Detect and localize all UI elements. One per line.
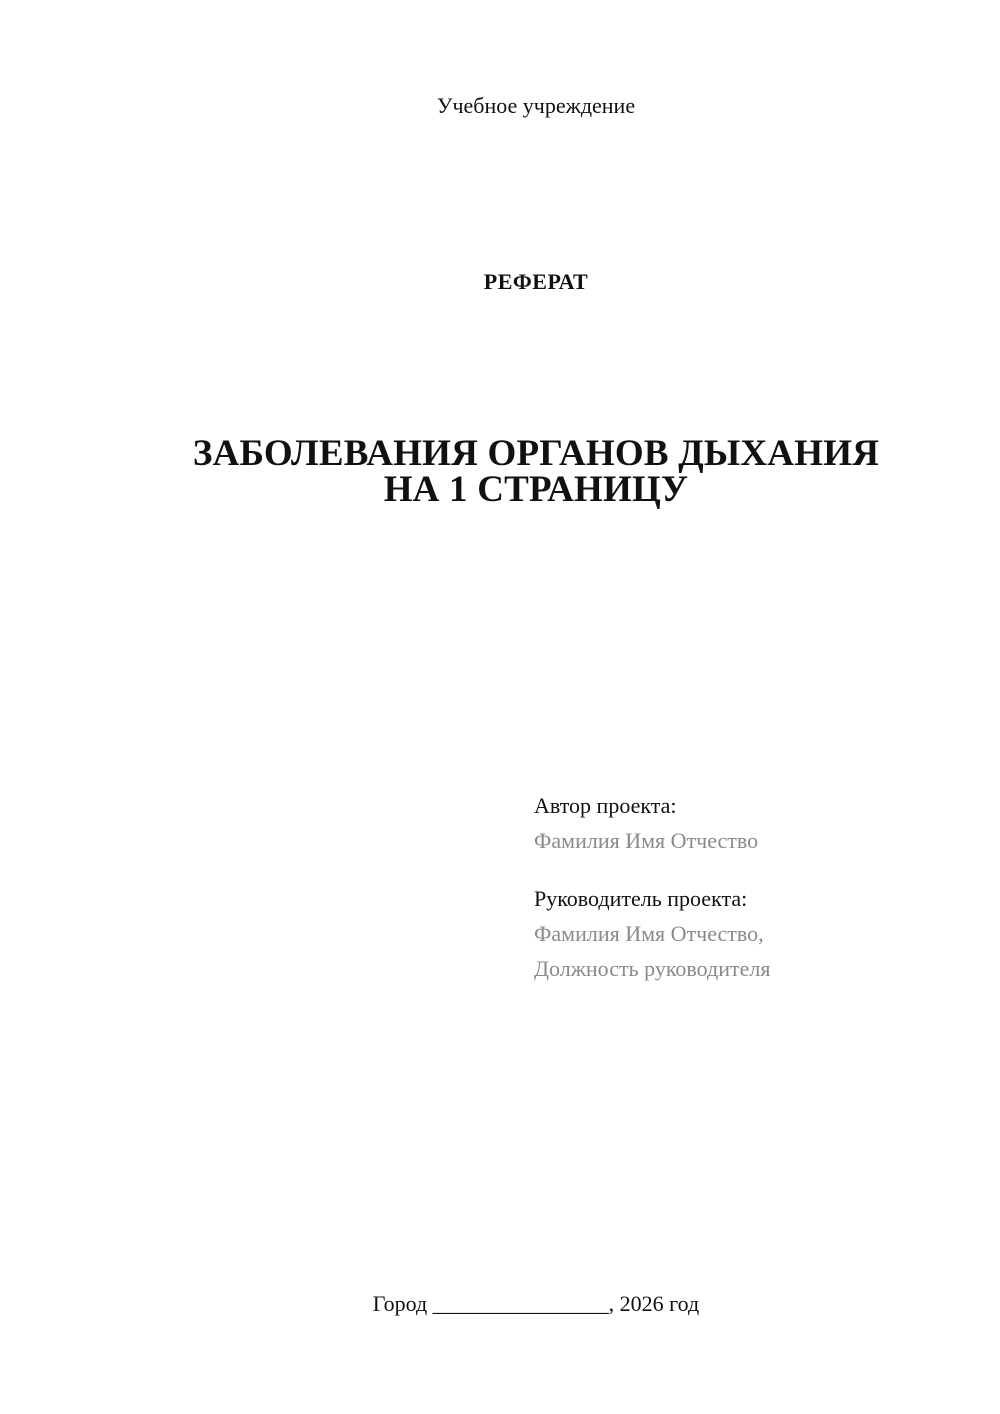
- supervisor-label: Руководитель проекта:: [534, 886, 748, 911]
- credits-block: [534, 788, 974, 986]
- credits-spacer: [534, 858, 974, 881]
- author-label: Автор проекта:: [534, 793, 677, 818]
- institution-name: Учебное учреждение: [436, 93, 636, 118]
- city-year-line: Город ________________, 2026 год: [372, 1291, 700, 1316]
- author-name: Фамилия Имя Отчество: [534, 828, 759, 853]
- supervisor-position: Должность руководителя: [534, 956, 771, 981]
- document-type: РЕФЕРАТ: [483, 269, 589, 294]
- supervisor-name: Фамилия Имя Отчество,: [534, 921, 764, 946]
- document-title-line-1: ЗАБОЛЕВАНИЯ ОРГАНОВ ДЫХАНИЯ: [192, 433, 880, 474]
- document-title: [0, 433, 1000, 510]
- document-title-line-2: НА 1 СТРАНИЦУ: [383, 469, 689, 510]
